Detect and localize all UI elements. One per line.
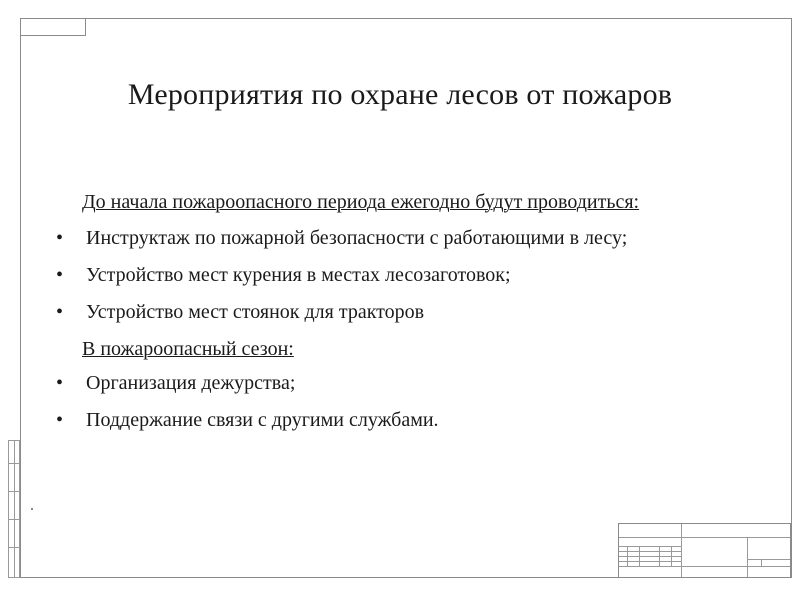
stamp-rule [639,546,640,566]
stamp-rule [627,546,628,566]
stamp-rule [659,546,660,566]
bullet-icon: • [56,409,64,431]
corner-label-box [20,18,86,36]
bullet-icon: • [56,227,64,249]
list-item-text: Устройство мест курения в местах лесозаготовок; [86,264,511,286]
list-item [50,224,750,252]
list-item [50,261,750,289]
section-heading: В пожароопасный сезон: [82,338,294,360]
side-strip-line [14,441,15,577]
bullet-icon: • [56,372,64,394]
slide-title: Мероприятия по охране лесов от пожаров [127,78,673,111]
stray-mark [31,508,33,510]
bullet-icon: • [56,301,64,323]
side-strip-divider [9,463,19,464]
list-item [50,369,750,397]
bullet-icon: • [56,264,64,286]
stamp-rule [671,546,672,566]
side-strip [8,440,20,578]
list-item [50,298,750,326]
title-block-stamp [618,523,791,578]
list-item-text: Поддержание связи с другими службами. [86,409,439,431]
section-heading: До начала пожароопасного периода ежегодно будут проводиться: [82,191,640,213]
stamp-rule [619,537,790,538]
list-item-text: Организация дежурства; [86,372,296,394]
stamp-rule [747,559,790,560]
list-item-text: Устройство мест стоянок для тракторов [86,301,425,323]
list-item [50,406,750,434]
side-strip-divider [9,491,19,492]
stamp-rule [681,524,682,577]
side-strip-divider [9,547,19,548]
slide-content [50,188,750,443]
list-item-text: Инструктаж по пожарной безопасности с работающими в лесу; [86,227,628,249]
stamp-rule [619,566,790,567]
stamp-rule [761,559,762,566]
side-strip-divider [9,519,19,520]
stamp-rule [747,537,748,577]
